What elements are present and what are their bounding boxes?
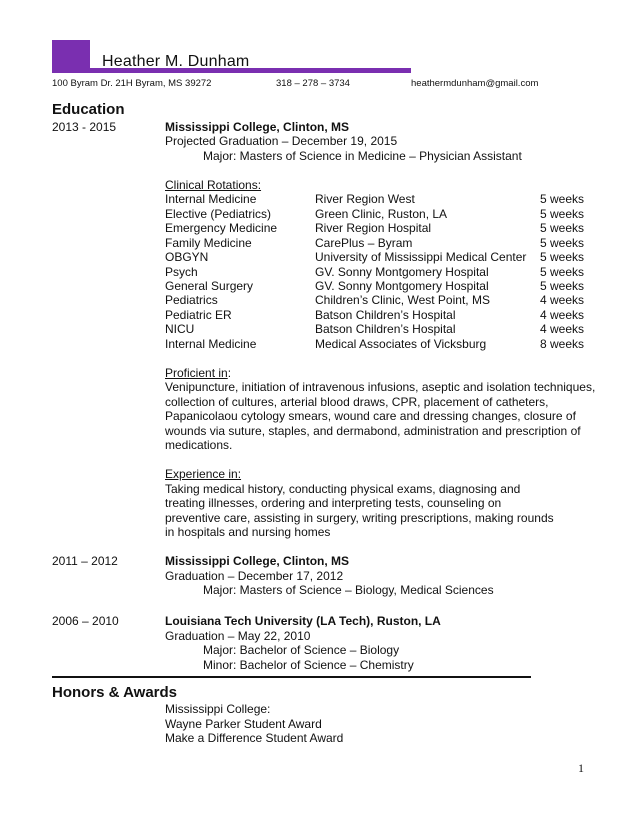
- rotation-specialty: Pediatrics: [165, 293, 218, 307]
- rotation-site: Medical Associates of Vicksburg: [315, 337, 487, 351]
- edu-2-school: Mississippi College, Clinton, MS: [165, 554, 350, 568]
- rotation-site: Batson Children’s Hospital: [315, 322, 456, 336]
- rotation-duration: 5 weeks: [540, 265, 585, 279]
- rotation-duration: 5 weeks: [540, 236, 585, 250]
- section-divider: [52, 676, 531, 678]
- edu-3-major: Major: Bachelor of Science – Biology: [203, 643, 400, 657]
- rotation-specialty: Internal Medicine: [165, 192, 257, 206]
- rotation-duration: 4 weeks: [540, 308, 585, 322]
- rotation-duration: 4 weeks: [540, 322, 585, 336]
- page-number: 1: [578, 761, 584, 775]
- edu-3-dates: 2006 – 2010: [52, 614, 119, 628]
- rotation-specialty: NICU: [165, 322, 195, 336]
- honors-line: Mississippi College:: [165, 702, 271, 716]
- rotation-site: River Region West: [315, 192, 415, 206]
- rotation-specialty: OBGYN: [165, 250, 209, 264]
- proficient-line: wounds via suture, staples, and dermabond, administration and prescription of: [165, 424, 581, 438]
- rotation-specialty: Family Medicine: [165, 236, 252, 250]
- edu-3-school: Louisiana Tech University (LA Tech), Ruston, LA: [165, 614, 441, 628]
- edu-2-dates: 2011 – 2012: [52, 554, 118, 568]
- experience-line: preventive care, assisting in surgery, writing prescriptions, making rounds: [165, 511, 554, 525]
- rotation-duration: 4 weeks: [540, 293, 585, 307]
- rotation-duration: 5 weeks: [540, 221, 585, 235]
- contact-phone: 318 – 278 – 3734: [276, 78, 350, 89]
- rotation-site: GV. Sonny Montgomery Hospital: [315, 279, 489, 293]
- edu-1-major: Major: Masters of Science in Medicine – Physician Assistant: [203, 149, 522, 163]
- rotation-specialty: Emergency Medicine: [165, 221, 278, 235]
- proficient-line: medications.: [165, 438, 233, 452]
- rotation-specialty: Pediatric ER: [165, 308, 232, 322]
- header-accent-block: [52, 40, 90, 73]
- edu-1-graduation: Projected Graduation – December 19, 2015: [165, 134, 398, 148]
- rotation-site: University of Mississippi Medical Center: [315, 250, 527, 264]
- rotation-site: River Region Hospital: [315, 221, 432, 235]
- honors-heading: Honors & Awards: [52, 684, 178, 701]
- rotation-specialty: Elective (Pediatrics): [165, 207, 272, 221]
- rotation-site: Batson Children’s Hospital: [315, 308, 456, 322]
- experience-heading: Experience in:: [165, 467, 242, 481]
- experience-line: Taking medical history, conducting physical exams, diagnosing and: [165, 482, 521, 496]
- rotation-duration: 5 weeks: [540, 279, 585, 293]
- rotations-heading: Clinical Rotations:: [165, 178, 262, 192]
- edu-2-major: Major: Masters of Science – Biology, Medical Sciences: [203, 583, 494, 597]
- experience-line: in hospitals and nursing homes: [165, 525, 331, 539]
- honors-line: Wayne Parker Student Award: [165, 717, 322, 731]
- rotation-duration: 5 weeks: [540, 250, 585, 264]
- proficient-colon: :: [227, 366, 232, 380]
- rotation-duration: 8 weeks: [540, 337, 585, 351]
- rotation-site: CarePlus – Byram: [315, 236, 413, 250]
- proficient-line: Papanicolaou cytology smears, wound care and dressing changes, closure of: [165, 409, 576, 423]
- edu-3-graduation: Graduation – May 22, 2010: [165, 629, 311, 643]
- resume-name: Heather M. Dunham: [102, 53, 250, 70]
- proficient-line: Venipuncture, initiation of intravenous infusions, aseptic and isolation techniques,: [165, 380, 596, 394]
- rotation-specialty: Psych: [165, 265, 198, 279]
- edu-3-minor: Minor: Bachelor of Science – Chemistry: [203, 658, 414, 672]
- rotation-duration: 5 weeks: [540, 192, 585, 206]
- experience-line: treating illnesses, ordering and interpreting tests, counseling on: [165, 496, 502, 510]
- edu-2-graduation: Graduation – December 17, 2012: [165, 569, 344, 583]
- honors-line: Make a Difference Student Award: [165, 731, 344, 745]
- proficient-line: collection of cultures, arterial blood draws, CPR, placement of catheters,: [165, 395, 549, 409]
- edu-1-dates: 2013 - 2015: [52, 120, 117, 134]
- rotation-duration: 5 weeks: [540, 207, 585, 221]
- rotation-site: Green Clinic, Ruston, LA: [315, 207, 448, 221]
- contact-email: heathermdunham@gmail.com: [411, 78, 539, 89]
- edu-1-school: Mississippi College, Clinton, MS: [165, 120, 350, 134]
- proficient-heading: Proficient in: [165, 366, 228, 380]
- education-heading: Education: [52, 101, 125, 118]
- rotation-site: Children’s Clinic, West Point, MS: [315, 293, 490, 307]
- rotation-specialty: General Surgery: [165, 279, 254, 293]
- contact-address: 100 Byram Dr. 21H Byram, MS 39272: [52, 78, 212, 89]
- proficient-heading-line: [165, 366, 231, 381]
- rotation-site: GV. Sonny Montgomery Hospital: [315, 265, 489, 279]
- rotation-specialty: Internal Medicine: [165, 337, 257, 351]
